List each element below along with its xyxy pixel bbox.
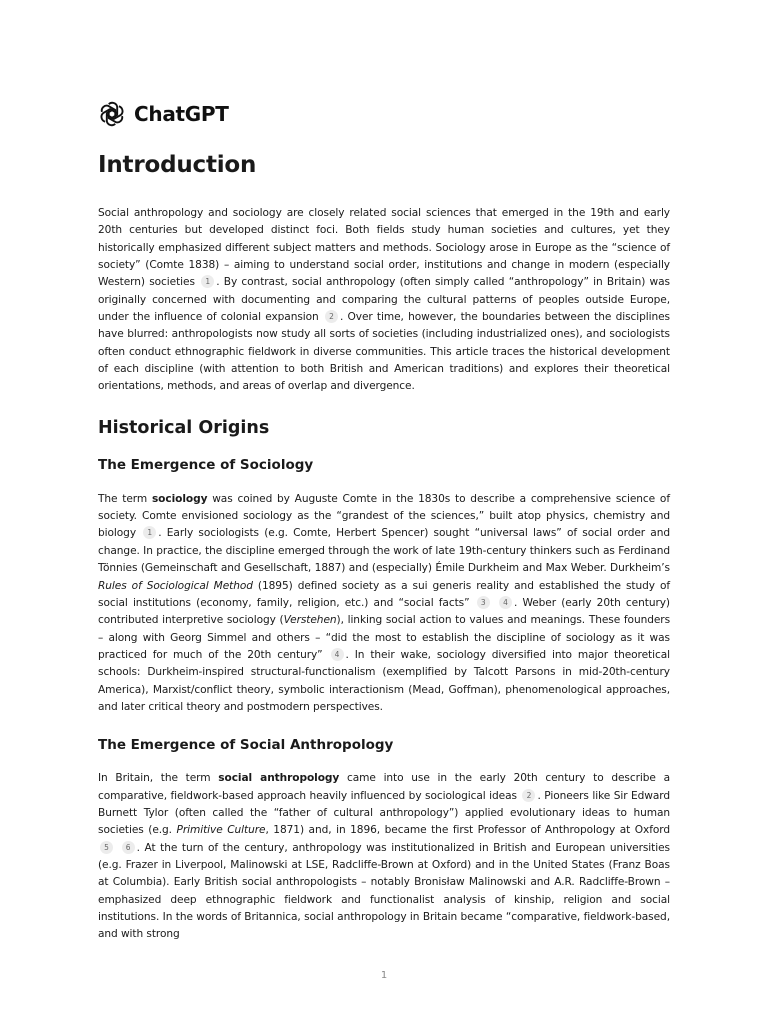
sociology-paragraph: [98, 491, 670, 716]
anth-text-4: , 1871) and, in 1896, became the first Professor of Anthropology at Oxford: [265, 824, 670, 837]
brand-header: [98, 98, 670, 130]
citation-badge[interactable]: 1: [143, 526, 156, 539]
soc-text-3: . Early sociologists (e.g. Comte, Herbert Spencer) sought “universal laws” of social order and change. In practice, the discipline emerged through the work of late 19th-century thinkers such as Ferdinand Tönnies (Gemeinschaft and Gesellschaft, 1887) and (especially) Émile Durkheim and Max Weber. Durkheim’s: [98, 527, 670, 575]
citation-badge[interactable]: 1: [201, 275, 214, 288]
citation-badge[interactable]: 4: [499, 596, 512, 609]
soc-text-4: (1895) defined society as a sui generis reality and established the study of social institutions (economy, family, religion, etc.) and “social facts”: [98, 579, 671, 609]
introduction-paragraph: [98, 205, 670, 396]
soc-text-5: . Weber (early 20th century) contributed interpretive sociology (: [98, 596, 670, 627]
anth-text-1: In Britain, the term: [98, 772, 219, 785]
book-title-rules: Rules of Sociological Method: [98, 579, 253, 592]
anthropology-paragraph: [98, 770, 670, 943]
openai-logo-icon: [98, 100, 126, 128]
anth-text-2: came into use in the early 20th century to describe a comparative, fieldwork-based approach heavily influenced by sociological ideas: [98, 772, 670, 802]
citation-badge[interactable]: 4: [331, 648, 344, 661]
anth-text-5: . At the turn of the century, anthropology was institutionalized in British and European universities (e.g. Frazer in Liverpool, Malinowski at LSE, Radcliffe-Brown at Oxford) and in the United States (Franz Boas at Columbia). Early British social anthropologists – notably Bronisław Malinowski and A.R. Radcliffe-Brown – emphasized deep ethnographic fieldwork and functionalist analysis of kinship, religion and social institutions. In the words of Britannica, social anthropology in Britain became “comparative, fieldwork-based, and with strong: [98, 841, 670, 941]
term-verstehen: Verstehen: [283, 614, 337, 627]
citation-badge[interactable]: 2: [325, 310, 338, 323]
soc-text-6: ), linking social action to values and meanings. These founders – along with Georg Simmel and others – “did the most to establish the discipline of sociology as it was practiced for much of the 20th century”: [98, 614, 671, 661]
brand-name: ChatGPT: [134, 102, 229, 126]
historical-origins-heading: Historical Origins: [98, 417, 270, 438]
introduction-heading: Introduction: [98, 152, 257, 178]
term-social-anthropology: social anthropology: [218, 772, 340, 785]
page-number: 1: [380, 970, 388, 981]
term-sociology: sociology: [151, 492, 208, 505]
anth-text-3: . Pioneers like Sir Edward Burnett Tylor (often called the “father of cultural anthropology”) applied evolutionary ideas to human societies (e.g.: [98, 789, 670, 837]
intro-text-2: . By contrast, social anthropology (often simply called “anthropology” in Britain) was originally concerned with documenting and comparing the cultural patterns of peoples outside Europe, under the influence of colonial expansion: [98, 276, 670, 324]
soc-text-2: was coined by Auguste Comte in the 1830s to describe a comprehensive science of society. Comte envisioned sociology as the “grandest of the sciences,” built atop physics, chemistry and biology: [98, 492, 670, 540]
sociology-subheading: The Emergence of Sociology: [98, 456, 314, 473]
book-title-primitive-culture: Primitive Culture: [176, 824, 266, 837]
document-page: [98, 98, 670, 944]
soc-text-1: The term: [98, 492, 152, 505]
intro-text-1: Social anthropology and sociology are closely related social sciences that emerged in the 19th and early 20th centuries but developed distinct foci. Both fields study human societies and cultures, yet they historically emphasized different subject matters and methods. Sociology arose in Europe as the “science of society” (Comte 1838) – aiming to understand social order, institutions and change in modern (especially Western) societies: [98, 207, 670, 289]
citation-badge[interactable]: 5: [100, 841, 113, 854]
intro-text-3: . Over time, however, the boundaries between the disciplines have blurred: anthropologists now study all sorts of societies (including industrialized ones), and sociologists often conduct ethnographic fieldwork in diverse communities. This article traces the historical development of each discipline (with attention to both British and American traditions) and explores their theoretical orientations, methods, and areas of overlap and divergence.: [98, 311, 671, 393]
soc-text-7: . In their wake, sociology diversified into major theoretical schools: Durkheim-inspired structural-functionalism (exemplified by Talcott Parsons in mid-20th-century America), Marxist/conflict theory, symbolic interactionism (Mead, Goffman), phenomenological approaches, and later critical theory and postmodern perspectives.: [98, 648, 670, 713]
anthropology-subheading: The Emergence of Social Anthropology: [98, 737, 394, 754]
citation-badge[interactable]: 2: [522, 789, 535, 802]
citation-badge[interactable]: 3: [477, 596, 490, 609]
citation-badge[interactable]: 6: [122, 841, 135, 854]
